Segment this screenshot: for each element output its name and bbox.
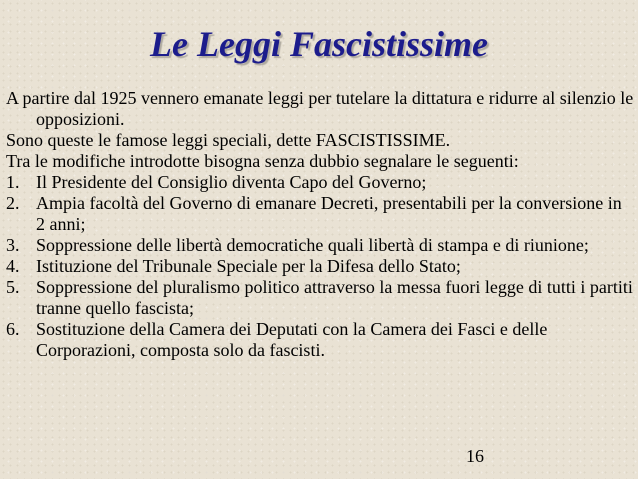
page-number: 16: [466, 446, 484, 466]
list-item: [6, 172, 634, 193]
list-item-text: Soppressione delle libertà democratiche quali libertà di stampa e di riunione;: [36, 235, 589, 255]
list-item-text: Ampia facoltà del Governo di emanare Decreti, presentabili per la conversione in 2 anni;: [36, 193, 622, 234]
list-item-text: Soppressione del pluralismo politico attraverso la messa fuori legge di tutti i partiti tranne quello fascista;: [36, 277, 633, 318]
intro-paragraph: A partire dal 1925 vennero emanate leggi per tutelare la dittatura e ridurre al silenzio le opposizioni.: [6, 88, 634, 129]
intro-paragraph: Sono queste le famose leggi speciali, dette FASCISTISSIME.: [6, 130, 451, 150]
list-item-number: 2.: [6, 193, 20, 213]
list-item: [6, 193, 634, 235]
list-item: [6, 235, 634, 256]
list-item-number: 6.: [6, 319, 20, 339]
list-item-text: Istituzione del Tribunale Speciale per la Difesa dello Stato;: [36, 256, 461, 276]
list-item: [6, 277, 634, 319]
list-item: [6, 319, 634, 361]
slide-body: [6, 88, 634, 361]
intro-paragraph: Tra le modifiche introdotte bisogna senza dubbio segnalare le seguenti:: [6, 151, 519, 171]
list-item-number: 5.: [6, 277, 20, 297]
list-item: [6, 256, 634, 277]
list-item-number: 3.: [6, 235, 20, 255]
slide-title: Le Leggi Fascistissime: [150, 24, 488, 64]
list-item-text: Sostituzione della Camera dei Deputati con la Camera dei Fasci e delle Corporazioni, composta solo da fascisti.: [36, 319, 548, 360]
list-item-number: 4.: [6, 256, 20, 276]
list-item-text: Il Presidente del Consiglio diventa Capo del Governo;: [36, 172, 427, 192]
list-item-number: 1.: [6, 172, 20, 192]
